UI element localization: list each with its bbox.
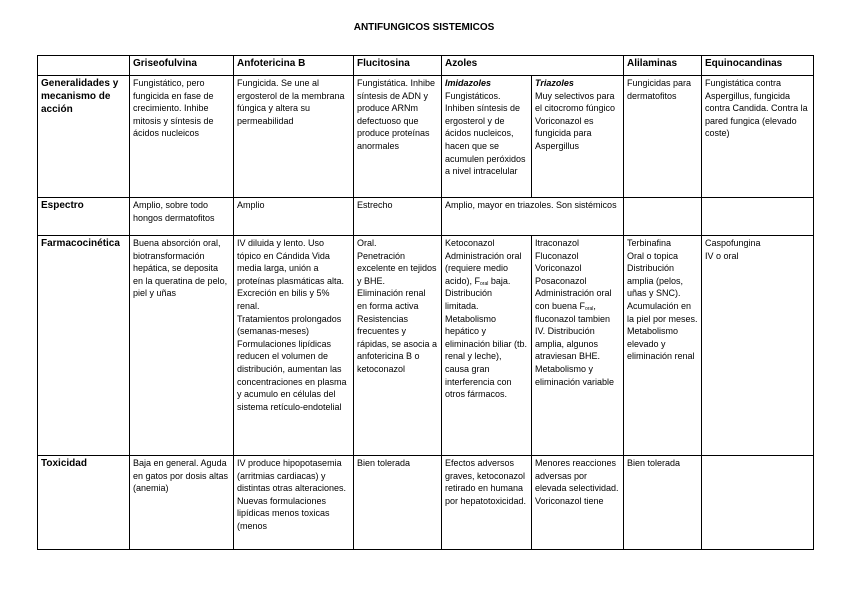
cell-farmacocinetica-flucitosina	[354, 236, 442, 456]
cell-espectro-flucitosina: Estrecho	[354, 198, 442, 236]
cell-generalidades-alilaminas: Fungicidas para dermatofitos	[624, 76, 702, 198]
triazoles-pk-subscript: oral	[585, 305, 594, 312]
imidazoles-heading: Imidazoles	[445, 78, 492, 88]
header-corner	[38, 56, 130, 76]
cell-espectro-alilaminas	[624, 198, 702, 236]
imidazoles-pk-text-a: Ketoconazol Administración oral (requiere medio acido), F	[445, 238, 522, 286]
alilaminas-pk-line: Terbinafina	[627, 238, 672, 248]
anfotericina-pk-line: IV diluida y lento. Uso tópico en Cándida Vida media larga, unión a proteínas plasmáticas alta. Excreción en bilis y 5% renal.	[237, 238, 345, 311]
cell-farmacocinetica-alilaminas	[624, 236, 702, 456]
cell-toxicidad-equinocandinas	[702, 456, 814, 550]
row-generalidades	[38, 76, 814, 198]
triazoles-heading: Triazoles	[535, 78, 574, 88]
alilaminas-pk-line: Acumulación en la piel por meses.	[627, 300, 698, 324]
equinocandinas-pk-line: Caspofungina	[705, 238, 761, 248]
alilaminas-pk-line: Oral o topica	[627, 250, 679, 261]
row-farmacocinetica	[38, 236, 814, 456]
cell-farmacocinetica-anfotericina	[234, 236, 354, 456]
header-equinocandinas: Equinocandinas	[702, 56, 814, 76]
row-label-farmacocinetica: Farmacocinética	[38, 236, 130, 456]
row-espectro	[38, 198, 814, 236]
cell-generalidades-flucitosina: Fungistática. Inhibe síntesis de ADN y produce ARNm defectuoso que produce proteínas anormales	[354, 76, 442, 198]
cell-farmacocinetica-equinocandinas	[702, 236, 814, 456]
anfotericina-tox-text: IV produce hipopotasemia (arritmias cardiacas) y distintas otras alteraciones. Nuevas formulaciones lipídicas menos toxicas (menos	[237, 458, 347, 531]
cell-farmacocinetica-triazoles	[532, 236, 624, 456]
flucitosina-pk-line: Penetración excelente en tejidos y BHE.	[357, 250, 437, 286]
cell-generalidades-triazoles	[532, 76, 624, 198]
cell-generalidades-anfotericina: Fungicida. Se une al ergosterol de la membrana fúngica y altera su permeabilidad	[234, 76, 354, 198]
cell-espectro-equinocandinas	[702, 198, 814, 236]
cell-toxicidad-flucitosina: Bien tolerada	[354, 456, 442, 550]
cell-generalidades-griseofulvina: Fungistático, pero fungicida en fase de crecimiento. Inhibe mitosis y síntesis de ácidos nucleicos	[130, 76, 234, 198]
flucitosina-pk-line: Resistencias frecuentes y rápidas, se asocia a anfotericina B o ketoconazol	[357, 313, 438, 374]
alilaminas-pk-line: Metabolismo elevado y eliminación renal	[627, 326, 695, 362]
flucitosina-pk-line: Eliminación renal en forma activa	[357, 288, 426, 311]
cell-toxicidad-alilaminas: Bien tolerada	[624, 456, 702, 550]
header-griseofulvina: Griseofulvina	[130, 56, 234, 76]
row-label-toxicidad: Toxicidad	[38, 456, 130, 550]
cell-toxicidad-triazoles	[532, 456, 624, 550]
header-azoles: Azoles	[442, 56, 624, 76]
header-anfotericina: Anfotericina B	[234, 56, 354, 76]
header-flucitosina: Flucitosina	[354, 56, 442, 76]
imidazoles-pk-text-b: baja. Distribución limitada. Metabolismo hepático y eliminación biliar (tb. renal y leche), causa gran interferencia con otros fármacos.	[445, 275, 528, 400]
cell-farmacocinetica-imidazoles	[442, 236, 532, 456]
header-alilaminas: Alilaminas	[624, 56, 702, 76]
flucitosina-pk-line: Oral.	[357, 238, 377, 248]
triazoles-pk-text-b: , fluconazol tambien IV. Distribución amplia, algunos atraviesan BHE. Metabolismo y eliminación variable	[535, 300, 615, 387]
imidazoles-pk-subscript: oral	[480, 280, 489, 287]
cell-espectro-griseofulvina: Amplio, sobre todo hongos dermatofitos	[130, 198, 234, 236]
triazoles-text: Muy selectivos para el citocromo fúngico Voriconazol es fungicida para Aspergillus	[535, 90, 616, 151]
cell-toxicidad-imidazoles: Efectos adversos graves, ketoconazol retirado en humana por hepatotoxicidad.	[442, 456, 532, 550]
anfotericina-pk-line: Tratamientos prolongados (semanas-meses)	[237, 313, 342, 337]
cell-espectro-anfotericina: Amplio	[234, 198, 354, 236]
row-label-generalidades: Generalidades y mecanismo de acción	[38, 76, 130, 198]
document-title: ANTIFUNGICOS SISTEMICOS	[353, 22, 495, 33]
triazoles-tox-text: Menores reacciones adversas por elevada selectividad. Voriconazol tiene	[535, 458, 619, 506]
cell-toxicidad-anfotericina	[234, 456, 354, 550]
cell-toxicidad-griseofulvina: Baja en general. Aguda en gatos por dosis altas (anemia)	[130, 456, 234, 550]
triazoles-pk-text-a: Itraconazol Fluconazol Voriconazol Posaconazol Administración oral con buena F	[535, 238, 612, 311]
cell-farmacocinetica-griseofulvina: Buena absorción oral, biotransformación hepática, se deposita en la queratina de pelo, piel y uñas	[130, 236, 234, 456]
row-label-espectro: Espectro	[38, 198, 130, 236]
row-toxicidad	[38, 456, 814, 550]
antifungal-table	[37, 55, 814, 550]
equinocandinas-pk-line: IV o oral	[705, 250, 739, 261]
cell-generalidades-imidazoles	[442, 76, 532, 198]
header-row	[38, 56, 814, 76]
cell-generalidades-equinocandinas: Fungistática contra Aspergillus, fungicida contra Candida. Contra la pared fungica (elevado coste)	[702, 76, 814, 198]
cell-espectro-azoles: Amplio, mayor en triazoles. Son sistémicos	[442, 198, 624, 236]
alilaminas-pk-line: Distribución amplia (pelos, uñas y SNC).	[627, 263, 684, 299]
anfotericina-pk-line: Formulaciones lipídicas reducen el volumen de distribución, aumentan las concentraciones en plasma y acumulo en células del sistema retículo-endotelial	[237, 338, 347, 412]
imidazoles-text: Fungistáticos. Inhiben síntesis de ergosterol y de ácidos nucleicos, hacen que se acumulen peróxidos a nivel intracelular	[445, 90, 526, 177]
